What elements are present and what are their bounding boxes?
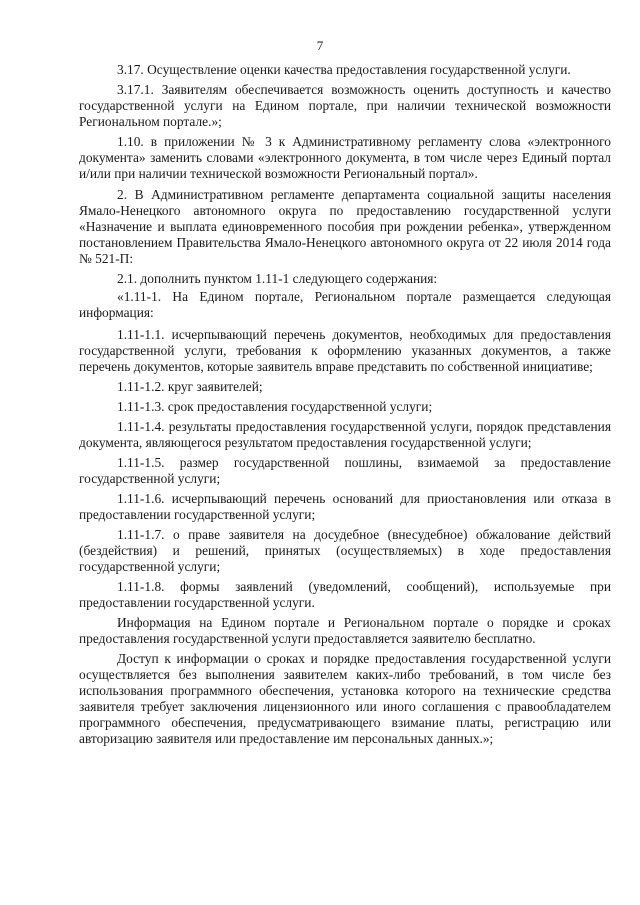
paragraph-1-11-1-5: 1.11-1.5. размер государственной пошлины, взимаемой за предоставление государственной услуги; <box>79 455 611 486</box>
paragraph-info-free: Информация на Едином портале и Региональном портале о порядке и сроках предоставления государственной услуги предоставляется заявителю бесплатно. <box>79 615 611 646</box>
paragraph-1-11-1-7: 1.11-1.7. о праве заявителя на досудебное (внесудебное) обжалование действий (бездействия) и решений, принятых (осуществляемых) в ходе предоставления государственной услуги; <box>79 527 611 574</box>
paragraph-access: Доступ к информации о сроках и порядке предоставления государственной услуги осуществляется без выполнения заявителем каких-либо требований, в том числе без использования программного обеспечения, установка которого на технические средства заявителя требует заключения лицензионного или иного соглашения с правообладателем программного обеспечения, предусматривающего взимание платы, регистрацию или авторизацию заявителя или предоставление им персональных данных.»; <box>79 651 611 746</box>
paragraph-1-10: 1.10. в приложении № 3 к Административному регламенту слова «электронного документа» заменить словами «электронного документа, в том числе через Единый портал и/или при наличии технической возможности Региональный портал». <box>79 134 611 181</box>
paragraph-2: 2. В Административном регламенте департамента социальной защиты населения Ямало-Ненецкого автономного округа по предоставлению государственной услуги «Назначение и выплата единовременного пособия при рождении ребенка», утвержденном постановлением Правительства Ямало-Ненецкого автономного округа от 22 июля 2014 года № 521-П: <box>79 187 611 266</box>
paragraph-1-11-1-4: 1.11-1.4. результаты предоставления государственной услуги, порядок представления документа, являющегося результатом предоставления государственной услуги; <box>79 419 611 450</box>
paragraph-1-11-1-6: 1.11-1.6. исчерпывающий перечень оснований для приостановления или отказа в предоставлении государственной услуги; <box>79 491 611 522</box>
paragraph-1-11-1-3: 1.11-1.3. срок предоставления государственной услуги; <box>117 399 433 414</box>
paragraph-1-11-1-1: 1.11-1.1. исчерпывающий перечень документов, необходимых для предоставления государственной услуги, требования к оформлению указанных документов, а также перечень документов, которые заявитель вправе представить по собственной инициативе; <box>79 327 611 374</box>
paragraph-3-17-1: 3.17.1. Заявителям обеспечивается возможность оценить доступность и качество государственной услуги на Едином портале, при наличии технической возможности Региональном портале.»; <box>79 82 611 129</box>
paragraph-1-11-1: «1.11-1. На Едином портале, Региональном портале размещается следующая информация: <box>79 289 611 320</box>
paragraph-3-17: 3.17. Осуществление оценки качества предоставления государственной услуги. <box>117 62 571 77</box>
paragraph-1-11-1-8: 1.11-1.8. формы заявлений (уведомлений, сообщений), используемые при предоставлении государственной услуги. <box>79 579 611 610</box>
document-body <box>79 62 611 747</box>
paragraph-2-1: 2.1. дополнить пунктом 1.11-1 следующего содержания: <box>117 271 438 286</box>
page-number: 7 <box>316 38 324 53</box>
paragraph-1-11-1-2: 1.11-1.2. круг заявителей; <box>117 379 263 394</box>
